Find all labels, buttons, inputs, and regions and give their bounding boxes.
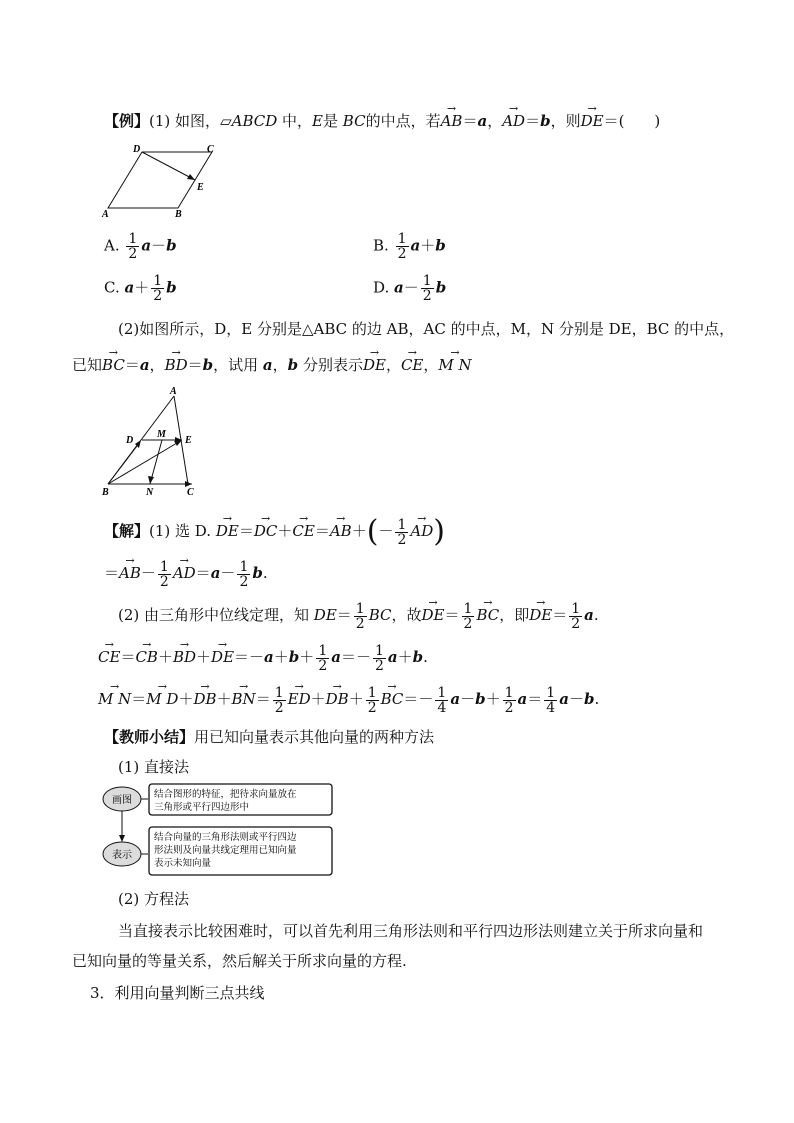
fig2-label-a: A [170,386,177,397]
fig2-label-c: C [187,487,194,498]
triangle-figure [100,384,210,499]
fig1-label-e: E [197,182,204,193]
fig2-label-d: D [126,435,134,446]
fig1-label-c: C [207,144,214,155]
flow-node-draw: 画图 [112,795,132,806]
parallelogram-figure [100,142,230,220]
svg-text:表示未知向量: 表示未知向量 [154,859,212,869]
vector-ab: → AB [441,106,463,132]
solution-tag: 【解】 [104,522,150,540]
fig2-label-n: N [146,487,154,498]
option-d[interactable]: D. a－ $\frac{1}{2}$ b [373,273,447,304]
fig2-label-e: E [185,435,192,446]
solution-line1: 【解】(1) 选 D. → DE＝→ DC＋→ CE＝→ AB＋(－ $\frac{1}{2}$ → AD) [104,516,445,547]
fig2-label-b: B [102,487,109,498]
svg-text:形法则及向量共线定理用已知向量: 形法则及向量共线定理用已知向量 [154,846,297,856]
fig1-label-b: B [175,209,182,220]
method1-heading: (1) 直接法 [118,758,190,776]
summary-title: 【教师小结】用已知向量表示其他向量的两种方法 [104,728,435,746]
example-question-line: 【例】(1) 如图，▱ABCD 中，E是 BC的中点，若→ AB＝a，→ AD＝b，则→ DE＝( ) [104,106,660,132]
solution-line2: (2) 由三角形中位线定理，知 DE＝ $\frac{1}{2}$ BC，故→ DE＝ $\frac{1}{2}$ → BC，即→ DE＝ $\frac{1}{2}$ a. [118,600,599,631]
vector-ad: → AD [502,106,525,132]
fig1-label-d: D [133,144,141,155]
fig1-label-a: A [102,209,109,220]
svg-text:结合图形的特征，把待求向量放在: 结合图形的特征，把待求向量放在 [154,790,297,800]
solution-line4: → M N＝→ M D＋→ DB＋→ BN＝ $\frac{1}{2}$ → ED＋→ DB＋ $\frac{1}{2}$ → BC＝－ $\frac{1}{4}$ a－b＋ $\frac{1}{2}$ a＝ $\frac{1}{4}$ a－b. [98,684,599,715]
section-3-heading: 3．利用向量判断三点共线 [90,984,265,1002]
example-tag: 【例】 [104,112,150,130]
svg-text:结合向量的三角形法则或平行四边: 结合向量的三角形法则或平行四边 [154,833,297,843]
method-flowchart [98,780,338,880]
solution-line3: → CE＝→ CB＋→ BD＋→ DE＝－a＋b＋ $\frac{1}{2}$ a＝－ $\frac{1}{2}$ a＋b. [98,642,428,673]
part2-line2: 已知→ BC＝a，→ BD＝b，试用 a，b 分别表示→ DE，→ CE，→ M N [72,350,472,376]
option-b[interactable]: B. $\frac{1}{2}$ a＋b [373,231,446,262]
flow-node-express: 表示 [112,850,132,861]
solution-line1b: ＝→ AB－ $\frac{1}{2}$ → AD＝a－ $\frac{1}{2}$ b. [104,558,268,589]
method2-text-line2: 已知向量的等量关系，然后解关于所求向量的方程. [72,952,407,970]
fig2-label-m: M [157,429,166,440]
part2-line1: (2)如图所示，D，E 分别是△ABC 的边 AB，AC 的中点，M，N 分别是 DE，BC 的中点， [118,320,735,338]
svg-text:三角形或平行四边形中: 三角形或平行四边形中 [154,803,250,813]
vector-de: → DE [581,106,604,132]
option-c[interactable]: C. a＋ $\frac{1}{2}$ b [104,273,177,304]
option-a[interactable]: A. $\frac{1}{2}$ a－b [104,231,177,262]
method2-text-line1: 当直接表示比较困难时，可以首先利用三角形法则和平行四边形法则建立关于所求向量和 [118,922,704,940]
method2-heading: (2) 方程法 [118,890,190,908]
